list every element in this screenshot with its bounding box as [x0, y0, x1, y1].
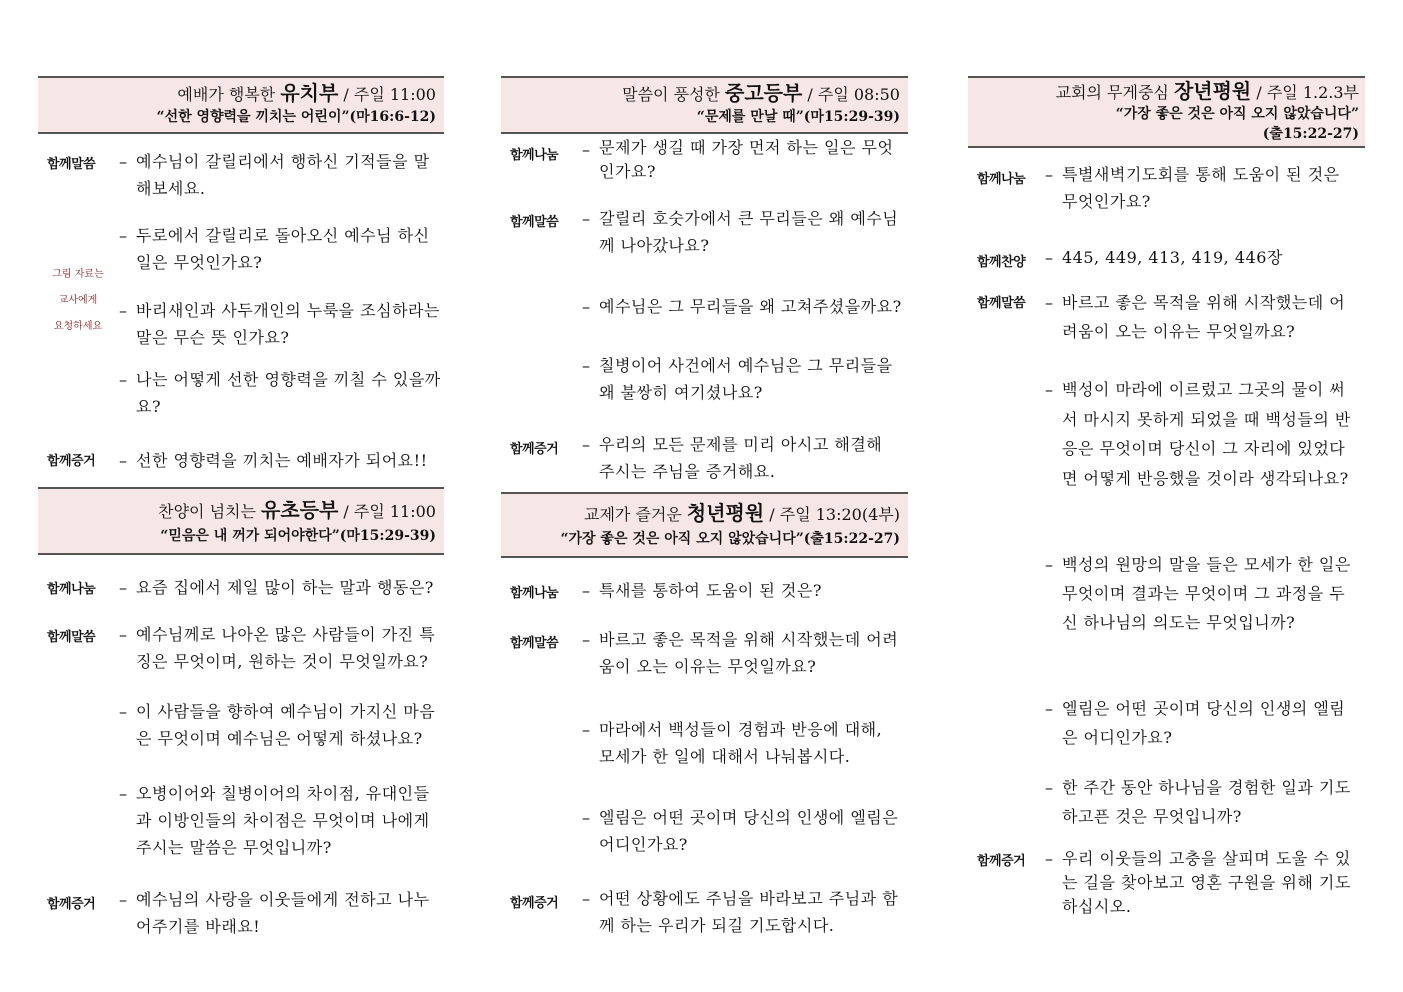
kindergarten-title: 예배가 행복한 유치부 / 주일 11:00 [177, 81, 436, 105]
list-item: – 예수님께로 나아온 많은 사람들이 가진 특징은 무엇이며, 원하는 것이 무엇일까요? [119, 625, 436, 671]
section-label: 함께나눔 [977, 172, 1026, 187]
section-label: 함께증거 [977, 854, 1026, 869]
list-item: – 나는 어떻게 선한 영향력을 끼칠 수 있을까요? [119, 370, 441, 416]
list-item: – 마라에서 백성들이 경험과 반응에 대해, 모세가 한 일에 대해서 나눠봅시다. [582, 720, 883, 766]
adult-theme: “가장 좋은 것은 아직 오지 않았습니다” [1115, 106, 1359, 122]
youth-header [501, 76, 908, 134]
section-label: 함께나눔 [510, 148, 559, 163]
adult-reference: (출15:22-27) [1262, 126, 1359, 142]
list-item: – 엘림은 어떤 곳이며 당신의 인생에 엘림은 어디인가요? [582, 808, 899, 854]
elementary-header [38, 487, 444, 555]
list-item: – 특새를 통하여 도움이 된 것은? [582, 581, 822, 600]
list-item: – 우리의 모든 문제를 미리 아시고 해결해 주시는 주님을 증거해요. [582, 435, 883, 481]
youth-title: 말씀이 풍성한 중고등부 / 주일 08:50 [622, 81, 900, 105]
list-item: – 예수님의 사랑을 이웃들에게 전하고 나누어주기를 바래요! [119, 890, 430, 936]
section-label: 함께찬양 [977, 255, 1026, 270]
section-label: 함께나눔 [510, 586, 559, 601]
section-label: 함께증거 [510, 442, 559, 457]
teacher-note: 그림 자료는 교사에게 요청하세요 [52, 269, 104, 332]
section-label: 함께말씀 [47, 630, 96, 645]
elementary-title: 찬양이 넘치는 유초등부 / 주일 11:00 [158, 498, 436, 522]
list-item: – 바르고 좋은 목적을 위해 시작했는데 어려움이 오는 이유는 무엇일까요? [582, 630, 899, 676]
list-item: – 예수님이 갈릴리에서 행하신 기적들을 말해보세요. [119, 152, 430, 198]
list-item: – 문제가 생길 때 가장 먼저 하는 일은 무엇인가요? [582, 138, 894, 181]
section-label: 함께말씀 [510, 215, 559, 230]
elementary-theme: “믿음은 내 꺼가 되어야한다”(마15:29-39) [160, 528, 436, 544]
list-item: – 백성이 마라에 이르렀고 그곳의 물이 써서 마시지 못하게 되었을 때 백성들의 반응은 무엇이며 당신이 그 자리에 있었다면 어떻게 반응했을 것이라 생각되나요? [1045, 380, 1351, 488]
list-item: – 어떤 상황에도 주님을 바라보고 주님과 함께 하는 우리가 되길 기도합시다. [582, 889, 899, 935]
list-item: – 갈릴리 호숫가에서 큰 무리들은 왜 예수님께 나아갔나요? [582, 209, 899, 255]
list-item: – 칠병이어 사건에서 예수님은 그 무리들을 왜 불쌍히 여기셨나요? [582, 356, 893, 402]
list-item: – 오병이어와 칠병이어의 차이점, 유대인들과 이방인들의 차이점은 무엇이며 나에게 주시는 말씀은 무엇입니까? [119, 784, 430, 857]
list-item: – 우리 이웃들의 고충을 살피며 도울 수 있는 길을 찾아보고 영혼 구원을 위해 기도하십시오. [1045, 849, 1351, 916]
kindergarten-theme: “선한 영향력을 끼치는 어린이”(마16:6-12) [156, 109, 436, 125]
section-label: 함께말씀 [47, 157, 96, 172]
list-item: – 바리새인과 사두개인의 누룩을 조심하라는 말은 무슨 뜻 인가요? [119, 301, 440, 347]
list-item: – 한 주간 동안 하나님을 경험한 일과 기도하고픈 것은 무엇입니까? [1045, 778, 1351, 826]
list-item: – 두로에서 갈릴리로 돌아오신 예수님 하신 일은 무엇인가요? [119, 226, 430, 272]
section-label: 함께말씀 [977, 296, 1026, 311]
section-label: 함께나눔 [47, 582, 96, 597]
youth-theme: “문제를 만날 때”(마15:29-39) [696, 109, 900, 125]
youngadult-header [501, 492, 908, 558]
section-label: 함께증거 [47, 897, 96, 912]
adult-title: 교회의 무게중심 장년평원 / 주일 1.2.3부 [1055, 79, 1359, 103]
list-item: – 이 사람들을 향하여 예수님이 가지신 마음은 무엇이며 예수님은 어떻게 하셨나요? [119, 702, 436, 748]
section-label: 함께증거 [47, 454, 96, 469]
adult-header [968, 76, 1365, 148]
list-item: – 예수님은 그 무리들을 왜 고쳐주셨을까요? [582, 297, 902, 316]
list-item: – 엘림은 어떤 곳이며 당신의 인생의 엘림은 어디인가요? [1045, 699, 1346, 747]
list-item: – 특별새벽기도회를 통해 도움이 된 것은 무엇인가요? [1045, 165, 1340, 211]
list-item: – 요즘 집에서 제일 많이 하는 말과 행동은? [119, 578, 434, 597]
section-label: 함께말씀 [510, 636, 559, 651]
list-item: – 바르고 좋은 목적을 위해 시작했는데 어려움이 오는 이유는 무엇일까요? [1045, 293, 1346, 341]
list-item: – 선한 영향력을 끼치는 예배자가 되어요!! [119, 451, 428, 470]
list-item: – 445, 449, 413, 419, 446장 [1045, 248, 1283, 267]
youngadult-title: 교제가 즐거운 청년평원 / 주일 13:20(4부) [583, 501, 900, 525]
youngadult-theme: “가장 좋은 것은 아직 오지 않았습니다”(출15:22-27) [560, 531, 900, 547]
list-item: – 백성의 원망의 말을 들은 모세가 한 일은 무엇이며 결과는 무엇이며 그 과정을 두신 하나님의 의도는 무엇입니까? [1045, 555, 1351, 632]
kindergarten-header [38, 76, 444, 134]
section-label: 함께증거 [510, 896, 559, 911]
